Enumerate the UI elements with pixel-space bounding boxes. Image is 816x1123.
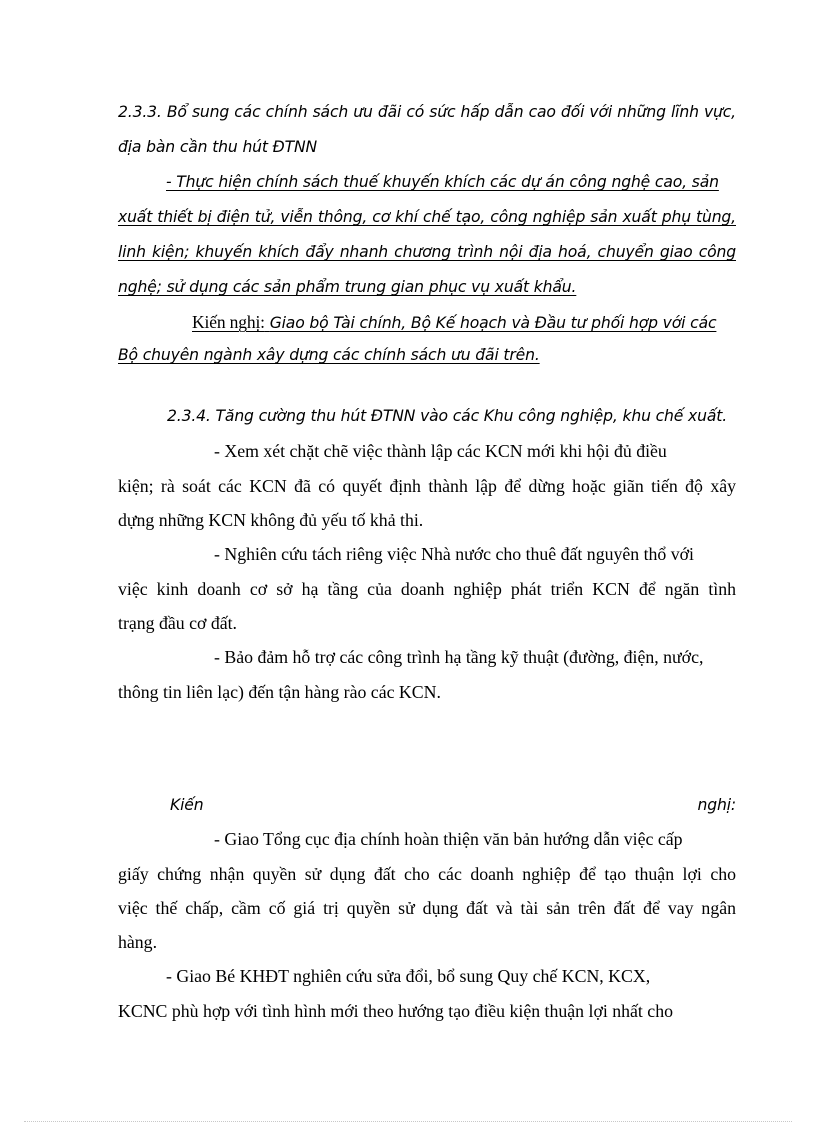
kien-nghi-2-label-left: Kiến: [170, 796, 204, 814]
section-233-heading-line-2: địa bàn cần thu hút ĐTNN: [118, 138, 318, 156]
section-233-kien-nghi-line-1: [118, 312, 736, 333]
section-234-p3-line-2: thông tin liên lạc) đến tận hàng rào các KCN.: [118, 682, 441, 702]
section-233-heading-line-1: 2.3.3. Bổ sung các chính sách ưu đãi có sức hấp dẫn cao đối với những lĩnh vực,: [118, 103, 736, 121]
section-233-body-line-1: [118, 173, 736, 191]
kien-nghi-2-p2-line-2: KCNC phù hợp với tình hình mới theo hướng tạo điều kiện thuận lợi nhất cho: [118, 1001, 673, 1021]
section-234-heading: 2.3.4. Tăng cường thu hút ĐTNN vào các Khu công nghiệp, khu chế xuất.: [167, 407, 728, 425]
section-233-body-text-1: - Thực hiện chính sách thuế khuyến khích các dự án công nghệ cao, sản: [166, 173, 719, 191]
section-234-p2-line-3: trạng đầu cơ đất.: [118, 613, 238, 633]
section-233-body-line-2: xuất thiết bị điện tử, viễn thông, cơ khí chế tạo, công nghiệp sản xuất phụ tùng,: [118, 208, 736, 226]
kien-nghi-2-p2-line-1: [118, 966, 736, 987]
page-bottom-divider: [24, 1121, 792, 1122]
kien-nghi-2-p2-text-1: - Giao Bé KHĐT nghiên cứu sửa đổi, bổ sung Quy chế KCN, KCX,: [166, 966, 651, 986]
kien-nghi-2-p1-line-2: giấy chứng nhận quyền sử dụng đất cho các doanh nghiệp để tạo thuận lợi cho: [118, 864, 736, 884]
kien-nghi-text-1: Giao bộ Tài chính, Bộ Kế hoạch và Đầu tư phối hợp với các: [269, 314, 717, 332]
section-234-p3-text-1: - Bảo đảm hỗ trợ các công trình hạ tầng kỹ thuật (đường, điện, nước,: [214, 647, 704, 667]
kien-nghi-2-label-right: nghị:: [697, 796, 736, 814]
section-234-p3-line-1: [118, 647, 736, 668]
section-234-p1-line-1: [118, 441, 736, 462]
section-234-p2-line-1: [118, 544, 736, 565]
kien-nghi-2-p1-line-3: việc thế chấp, cầm cố giá trị quyền sử dụng đất và tài sản trên đất để vay ngân: [118, 898, 736, 918]
kien-nghi-2-p1-line-1: [118, 829, 736, 850]
section-233-kien-nghi-line-2: Bộ chuyên ngành xây dựng các chính sách ưu đãi trên.: [118, 346, 540, 364]
section-234-p2-line-2: việc kinh doanh cơ sở hạ tầng của doanh nghiệp phát triển KCN để ngăn tình: [118, 579, 736, 599]
kien-nghi-label: Kiến nghị:: [192, 312, 265, 332]
kien-nghi-2-p1-line-4: hàng.: [118, 932, 158, 952]
section-234-p2-text-1: - Nghiên cứu tách riêng việc Nhà nước cho thuê đất nguyên thổ với: [214, 544, 694, 564]
section-233-body-line-3: linh kiện; khuyến khích đẩy nhanh chương trình nội địa hoá, chuyển giao công: [118, 243, 736, 261]
section-234-p1-line-2: kiện; rà soát các KCN đã có quyết định thành lập để dừng hoặc giãn tiến độ xây: [118, 476, 736, 496]
section-234-p1-line-3: dựng những KCN không đủ yếu tố khả thi.: [118, 510, 424, 530]
section-233-body-line-4: nghệ; sử dụng các sản phẩm trung gian phục vụ xuất khẩu.: [118, 278, 577, 296]
section-234-p1-text-1: - Xem xét chặt chẽ việc thành lập các KCN mới khi hội đủ điều: [214, 441, 667, 461]
kien-nghi-2-p1-text-1: - Giao Tổng cục địa chính hoàn thiện văn bản hướng dẫn việc cấp: [214, 829, 683, 849]
